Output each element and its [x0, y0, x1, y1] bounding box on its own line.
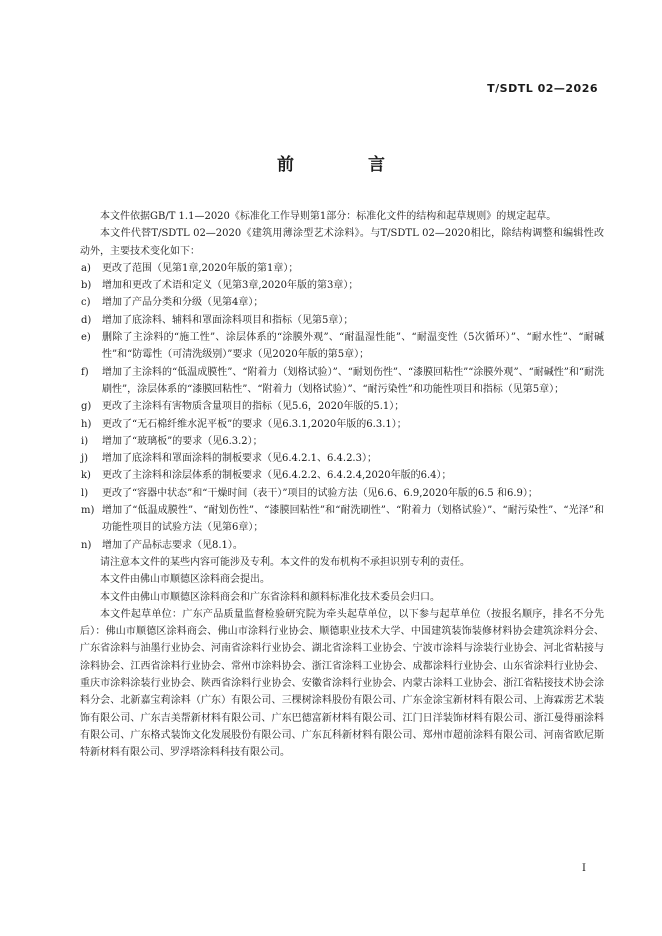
list-item-text: 更改了主涂料有害物质含量项目的指标（见5.6，2020年版的5.1）； [102, 401, 405, 413]
paragraph-replacement: 本文件代替T/SDTL 02—2020《建筑用薄涂型艺术涂料》。与T/SDTL 02—2020相比，除结构调整和编辑性改动外，主要技术变化如下： [80, 228, 604, 257]
paragraph-patent: 请注意本文件的某些内容可能涉及专利。本文件的发布机构不承担识别专利的责任。 [100, 556, 470, 568]
list-item [80, 277, 604, 294]
list-item-text: 增加了主涂料的“低温成膜性”、“附着力（划格试验）”、“耐划伤性”、“漆膜回粘性”“涂膜外观”、“耐碱性”和“耐洗刷性”，涂层体系的“漆膜回粘性”、“附着力（划格试验）”、“耐污染性”和功能性项目和指标（见第5章）； [102, 366, 604, 395]
list-item-label: j) [81, 453, 89, 465]
list-item-text: 增加了产品分类和分级（见第4章）； [102, 297, 264, 309]
page-number: I [582, 863, 586, 874]
list-item [80, 537, 604, 554]
paragraph-basis: 本文件依据GB/T 1.1—2020《标准化工作导则第1部分：标准化文件的结构和起草规则》的规定起草。 [100, 211, 557, 222]
list-item-text: 删除了主涂料的“施工性”、涂层体系的“涂膜外观”、“耐温湿性能”、“耐温变性（5次循环）”、“耐水性”、“耐碱性”和“防霉性（可清洗级别）”要求（见2020年版的第5章）； [102, 332, 604, 361]
list-item [80, 312, 604, 329]
list-item [80, 364, 604, 399]
list-item [80, 416, 604, 433]
list-item [80, 502, 604, 537]
list-item-label: n) [81, 539, 92, 551]
list-item [80, 329, 604, 364]
list-item-text: 增加了“玻璃板”的要求（见6.3.2）； [102, 435, 263, 447]
list-item-text: 更改了“容器中状态”和“干燥时间（表干）”项目的试验方法（见6.6、6.9,2020年版的6.5 和6.9）； [102, 487, 538, 499]
list-item-text: 增加了“低温成膜性”、“耐划伤性”、“漆膜回粘性”和“耐洗刷性”、“附着力（划格试验）”、“耐污染性”、“光泽”和功能性项目的试验方法（见第6章）； [102, 505, 604, 534]
list-item [80, 260, 604, 277]
standard-code: T/SDTL 02—2026 [487, 82, 598, 95]
paragraph-drafters: 本文件起草单位：广东产品质量监督检验研究院为牵头起草单位，以下参与起草单位（按报名顺序，排名不分先后）：佛山市顺德区涂料商会、佛山市涂料行业协会、顺德职业技术大学、中国建筑装饰装修材料协会建筑涂料分会、广东省涂料与油墨行业协会、河南省涂料行业协会、湖北省涂料工业协会、宁波市涂料与涂装行业协会、河北省粘接与涂料协会、江西省涂料行业协会、常州市涂料协会、浙江省涂料工业协会、成都涂料行业协会、山东省涂料行业协会、重庆市涂料涂装行业协会、陕西省涂料行业协会、安徽省涂料行业协会、内蒙古涂料工业协会、浙江省粘接技术协会涂料分会、北新嘉宝莉涂料（广东）有限公司、三棵树涂料股份有限公司、广东金涂宝新材料有限公司、上海霖雳艺术装饰有限公司、广东吉美帮新材料有限公司、广东巴德富新材料有限公司、江门日洋装饰材料有限公司、浙江曼得丽涂料有限公司、广东格式装饰文化发展股份有限公司、广东瓦科新材料有限公司、郑州市超前涂料有限公司、河南省欧尼斯特新材料有限公司、罗浮塔涂料科技有限公司。 [80, 608, 604, 759]
list-item-label: k) [81, 470, 91, 482]
list-item-label: f) [81, 366, 89, 378]
list-item-label: g) [81, 401, 92, 413]
list-item-text: 更改了范围（见第1章,2020年版的第1章）； [102, 262, 299, 274]
list-item-label: b) [81, 280, 92, 292]
list-item [80, 294, 604, 311]
list-item-label: e) [81, 332, 91, 344]
list-item-label: i) [81, 435, 89, 447]
list-item-text: 增加和更改了术语和定义（见第3章,2020年版的第3章）； [102, 280, 359, 292]
list-item [80, 450, 604, 467]
list-item-text: 增加了底涂料和罩面涂料的制板要求（见6.4.2.1、6.4.2.3）； [102, 453, 377, 465]
list-item [80, 485, 604, 502]
list-item-text: 更改了“无石棉纤维水泥平板”的要求（见6.3.1,2020年版的6.3.1）； [102, 418, 407, 430]
list-item [80, 398, 604, 415]
list-item-text: 增加了产品标志要求（见8.1）。 [102, 539, 243, 551]
list-item-label: l) [81, 487, 89, 499]
list-item-label: a) [81, 262, 91, 274]
changes-list [80, 260, 604, 554]
list-item [80, 433, 604, 450]
list-item-label: m) [81, 505, 95, 517]
list-item-label: h) [81, 418, 92, 430]
list-item-label: d) [81, 314, 92, 326]
list-item [80, 467, 604, 484]
paragraph-proposer: 本文件由佛山市顺德区涂料商会提出。 [100, 574, 270, 586]
paragraph-centralized: 本文件由佛山市顺德区涂料商会和广东省涂料和颜料标准化技术委员会归口。 [100, 591, 440, 603]
document-body [80, 208, 604, 762]
list-item-text: 更改了主涂料和涂层体系的制板要求（见6.4.2.2、6.4.2.4,2020年版的6.4）； [102, 470, 452, 482]
list-item-label: c) [81, 297, 91, 309]
list-item-text: 增加了底涂料、辅料和罩面涂料项目和指标（见第5章）； [102, 314, 354, 326]
page-title: 前 言 [277, 155, 419, 175]
